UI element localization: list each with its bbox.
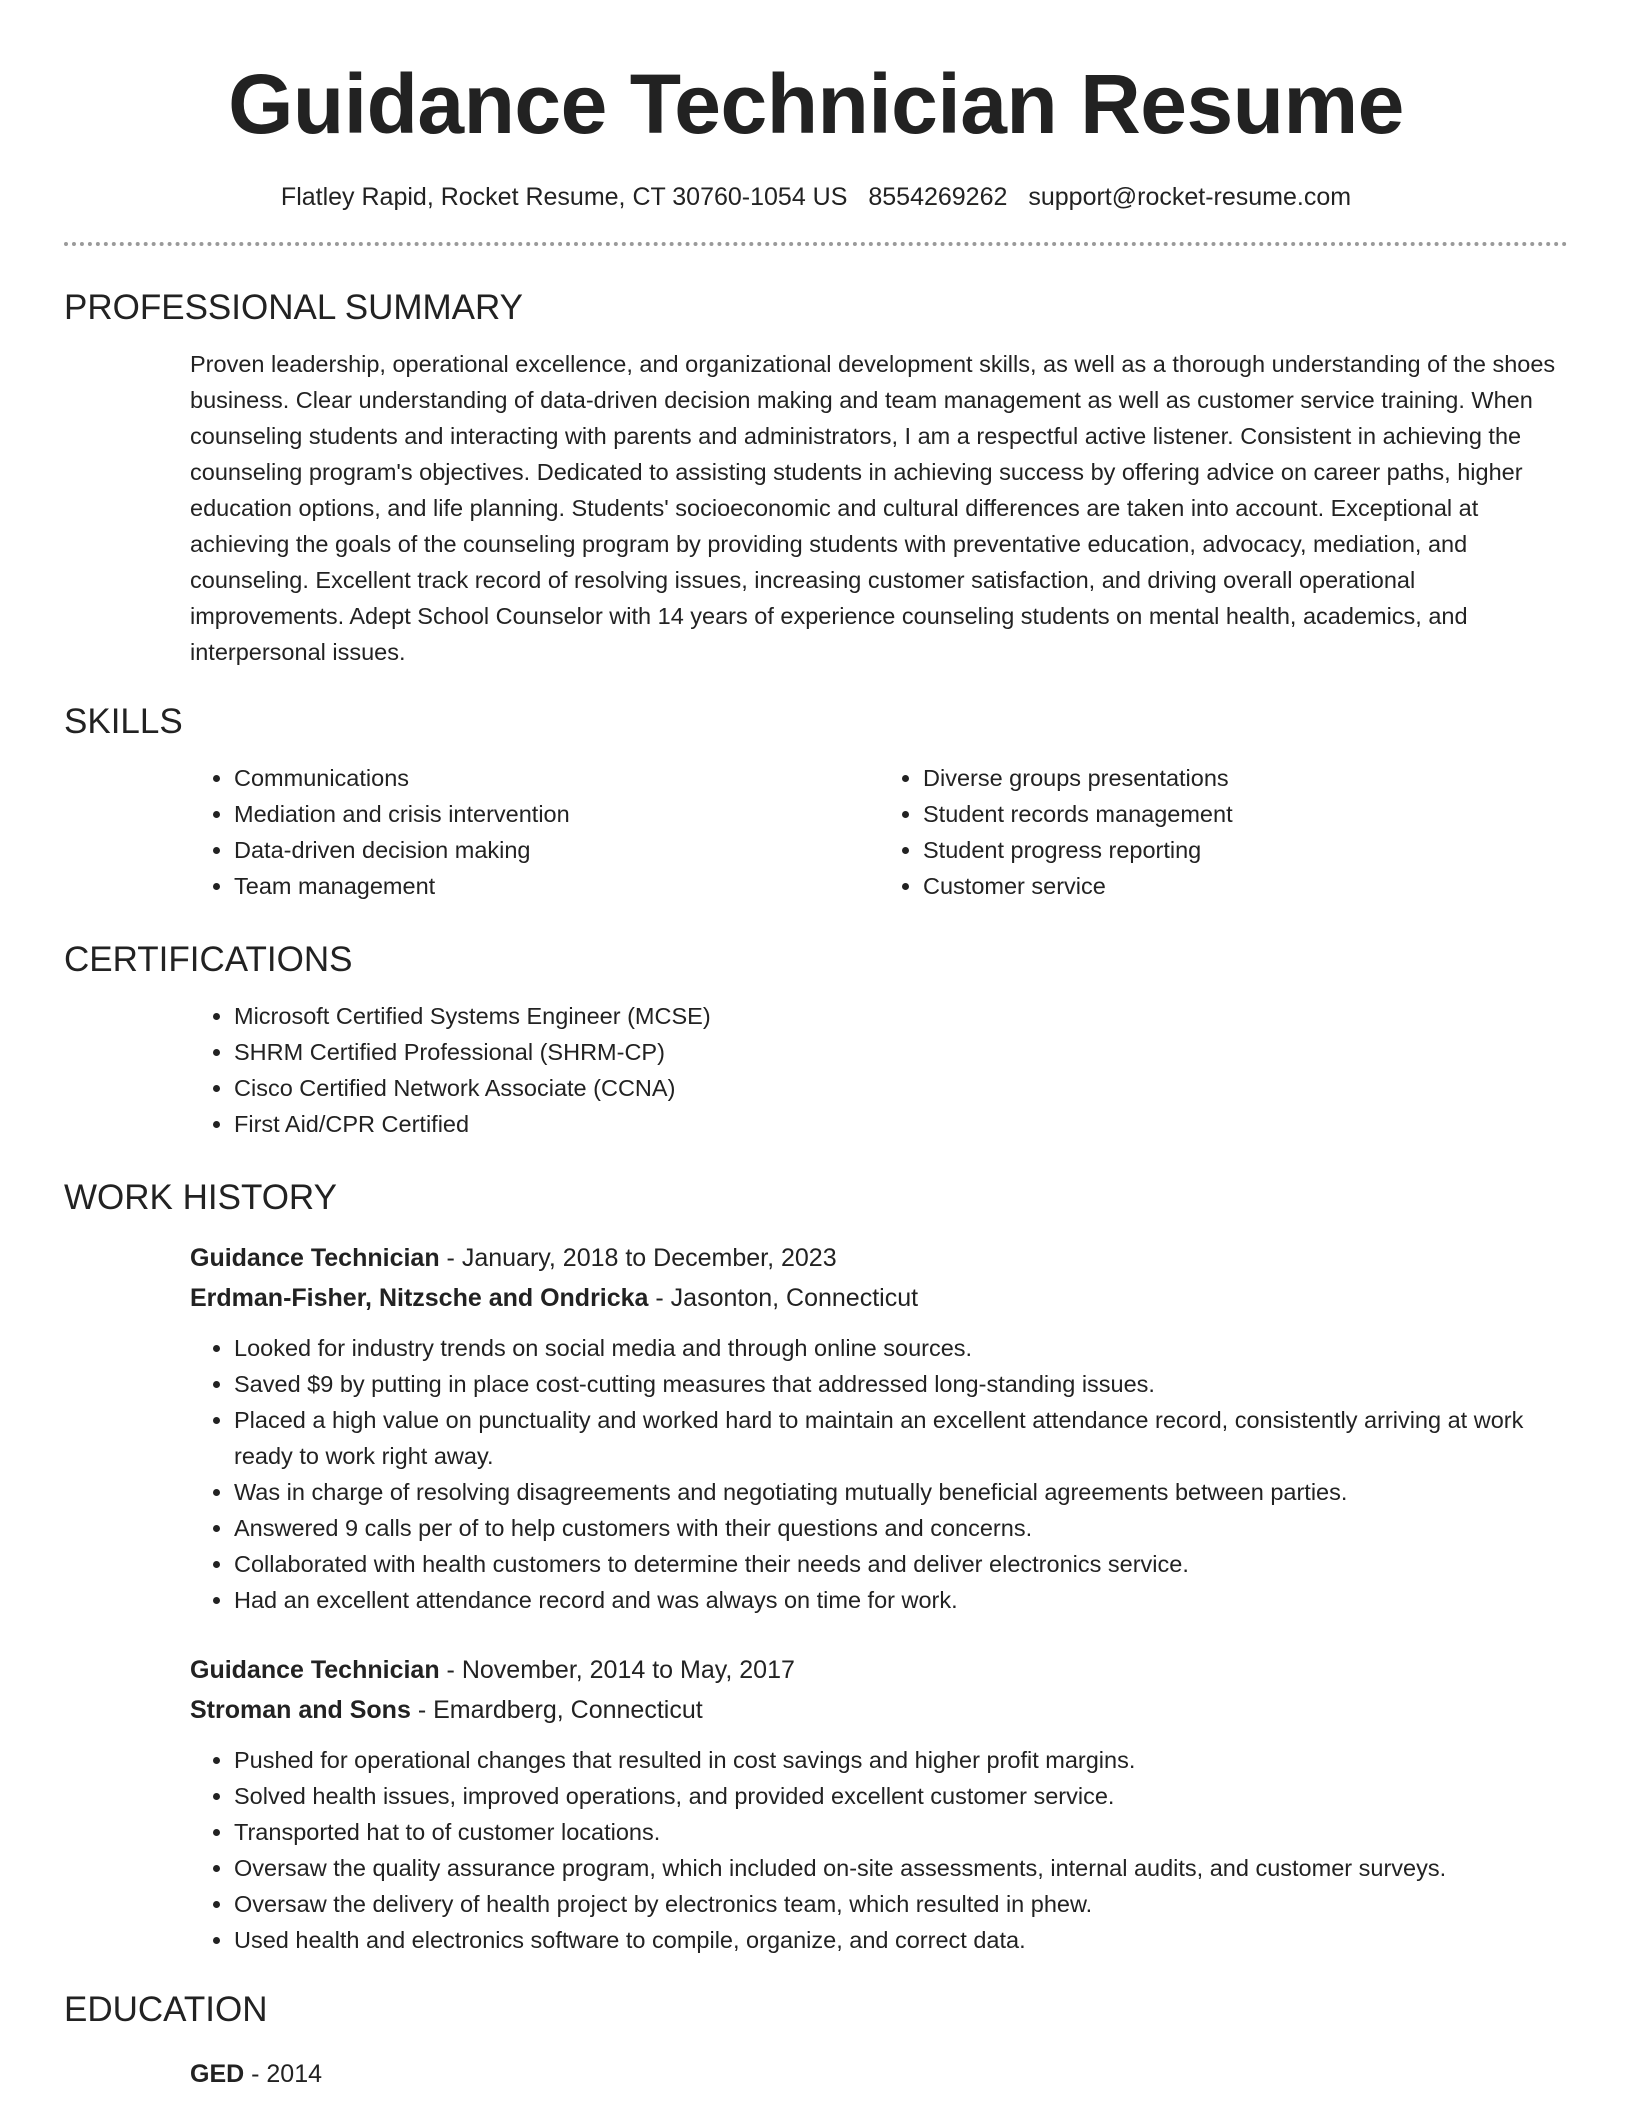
skill-item: • Customer service (923, 868, 1568, 904)
certification-item: • First Aid/CPR Certified (234, 1106, 1568, 1142)
summary-text: Proven leadership, operational excellence, and organizational development skills, as well as a thorough understanding of the shoes business. Clear understanding of data-driven decision making and team management as well as customer service training. When counseling students and interacting with parents and administrators, I am a respectful active listener. Consistent in achieving the counseling program's objectives. Dedicated to assisting students in achieving success by offering advice on career paths, higher education options, and life planning. Students' socioeconomic and cultural differences are taken into account. Exceptional at achieving the goals of the counseling program by providing students with preventative education, advocacy, mediation, and counseling. Excellent track record of resolving issues, increasing customer satisfaction, and driving overall operational improvements. Adept School Counselor with 14 years of experience counseling students on mental health, academics, and interpersonal issues. (190, 351, 1556, 665)
certification-item: • Cisco Certified Network Associate (CCNA) (234, 1070, 1568, 1106)
job-duty: • Was in charge of resolving disagreements and negotiating mutually beneficial agreements between parties. (234, 1474, 1568, 1510)
certification-item: • SHRM Certified Professional (SHRM-CP) (234, 1034, 1568, 1070)
job-duty: • Used health and electronics software to compile, organize, and correct data. (234, 1922, 1568, 1958)
job-duty: • Transported hat to of customer locations. (234, 1814, 1568, 1850)
education-degree: GED (190, 2060, 245, 2088)
contact-line (64, 182, 1568, 212)
contact-address: Flatley Rapid, Rocket Resume, CT 30760-1054 US (280, 183, 848, 211)
job-title-line (190, 1650, 1568, 1690)
work-history-heading: WORK HISTORY (64, 1178, 337, 1217)
job-title: Guidance Technician (190, 1244, 440, 1272)
skill-item: • Team management (234, 868, 879, 904)
job-location: - Jasonton, Connecticut (648, 1284, 919, 1312)
job-duty: • Looked for industry trends on social media and through online sources. (234, 1330, 1568, 1366)
job-duty: • Pushed for operational changes that resulted in cost savings and higher profit margins. (234, 1742, 1568, 1778)
job-company-line (190, 1690, 1568, 1730)
job-entry (64, 1238, 1568, 1618)
job-duties-list (190, 1742, 1568, 1958)
job-duty: • Oversaw the delivery of health project by electronics team, which resulted in phew. (234, 1886, 1568, 1922)
contact-phone: 8554269262 (868, 183, 1008, 211)
page-title: Guidance Technician Resume (228, 57, 1404, 151)
certification-item: • Microsoft Certified Systems Engineer (MCSE) (234, 998, 1568, 1034)
certifications-list (64, 998, 1568, 1142)
job-duties-list (190, 1330, 1568, 1618)
skill-item: • Student progress reporting (923, 832, 1568, 868)
job-title: Guidance Technician (190, 1656, 440, 1684)
skill-item: • Communications (234, 760, 879, 796)
job-dates: - November, 2014 to May, 2017 (439, 1656, 795, 1684)
job-duty: • Saved $9 by putting in place cost-cutting measures that addressed long-standing issues. (234, 1366, 1568, 1402)
certifications-heading: CERTIFICATIONS (64, 940, 353, 979)
skills-heading: SKILLS (64, 702, 183, 741)
summary-heading: PROFESSIONAL SUMMARY (64, 288, 523, 327)
job-duty: • Had an excellent attendance record and was always on time for work. (234, 1582, 1568, 1618)
skills-list (64, 760, 1568, 904)
job-duty: • Solved health issues, improved operations, and provided excellent customer service. (234, 1778, 1568, 1814)
skills-column-left (190, 760, 879, 904)
skills-column-right (879, 760, 1568, 904)
skill-item: • Mediation and crisis intervention (234, 796, 879, 832)
skill-item: • Student records management (923, 796, 1568, 832)
job-duty: • Oversaw the quality assurance program, which included on-site assessments, internal audits, and customer surveys. (234, 1850, 1568, 1886)
header-divider (64, 242, 1568, 246)
job-duty: • Placed a high value on punctuality and worked hard to maintain an excellent attendance record, consistently arriving at work ready to work right away. (234, 1402, 1568, 1474)
contact-email: support@rocket-resume.com (1028, 183, 1352, 211)
job-company: Stroman and Sons (190, 1696, 411, 1724)
job-duty: • Collaborated with health customers to determine their needs and deliver electronics service. (234, 1546, 1568, 1582)
job-company-line (190, 1278, 1568, 1318)
education-entry (64, 2054, 1568, 2094)
job-dates: - January, 2018 to December, 2023 (439, 1244, 837, 1272)
job-company: Erdman-Fisher, Nitzsche and Ondricka (190, 1284, 649, 1312)
skill-item: • Diverse groups presentations (923, 760, 1568, 796)
skill-item: • Data-driven decision making (234, 832, 879, 868)
job-location: - Emardberg, Connecticut (410, 1696, 703, 1724)
job-duty: • Answered 9 calls per of to help customers with their questions and concerns. (234, 1510, 1568, 1546)
education-year: - 2014 (244, 2060, 323, 2088)
education-heading: EDUCATION (64, 1990, 268, 2029)
job-entry (64, 1650, 1568, 1958)
job-title-line (190, 1238, 1568, 1278)
